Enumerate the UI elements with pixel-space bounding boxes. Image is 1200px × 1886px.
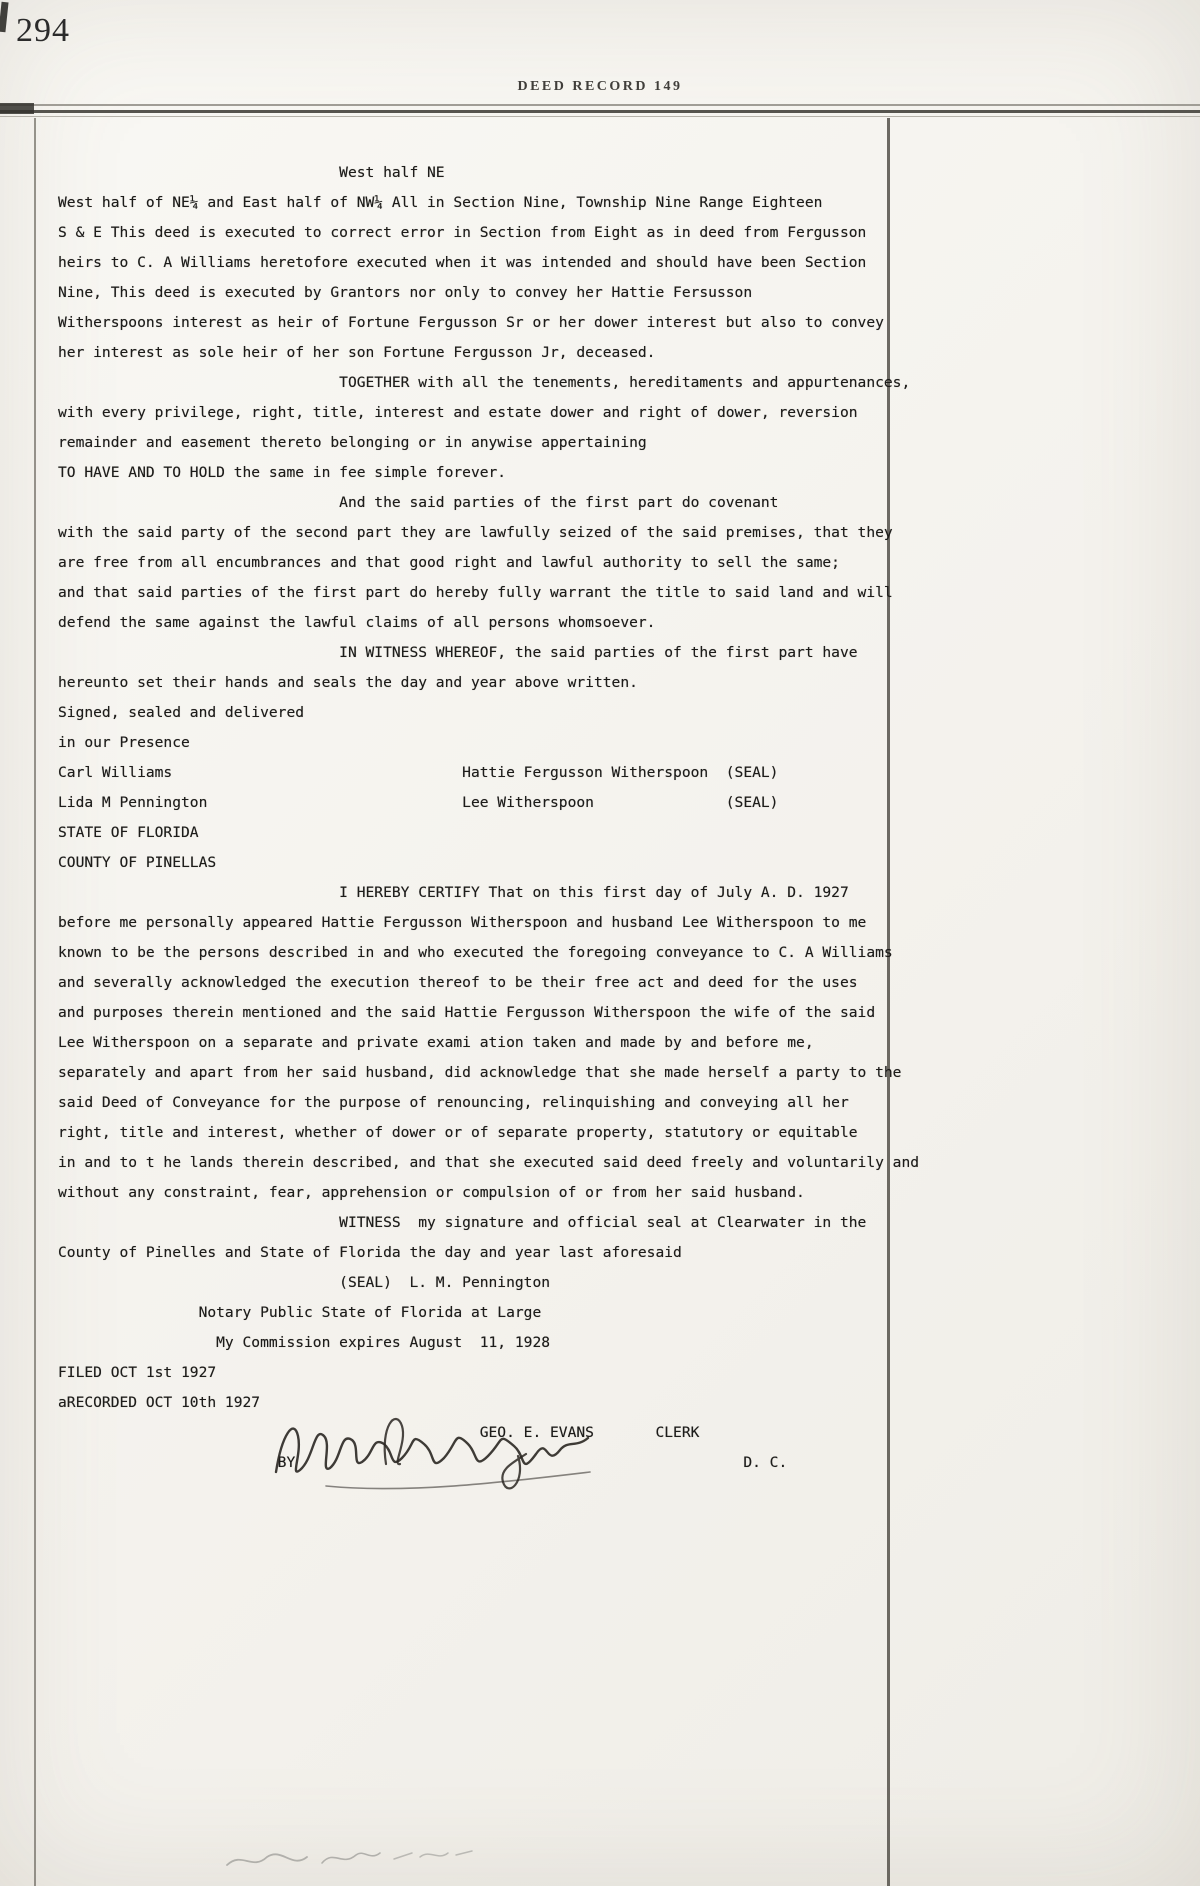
- header-rule-bottom: [0, 116, 1200, 117]
- header-rule-main: [0, 110, 1200, 113]
- document-line: I HEREBY CERTIFY That on this first day of July A. D. 1927: [58, 884, 849, 901]
- document-line: separately and apart from her said husband, did acknowledge that she made herself a party to the: [58, 1064, 902, 1081]
- document-line: Carl Williams Hattie Fergusson Witherspoon (SEAL): [58, 764, 779, 781]
- document-line: are free from all encumbrances and that good right and lawful authority to sell the same;: [58, 554, 840, 571]
- page-number: 294: [16, 12, 70, 49]
- margin-handwriting: [222, 1843, 482, 1879]
- document-line: Lida M Pennington Lee Witherspoon (SEAL): [58, 794, 779, 811]
- document-line: Lee Witherspoon on a separate and private exami ation taken and made by and before me,: [58, 1034, 814, 1051]
- document-line: with every privilege, right, title, interest and estate dower and right of dower, reversion: [58, 404, 858, 421]
- document-line: said Deed of Conveyance for the purpose of renouncing, relinquishing and conveying all her: [58, 1094, 849, 1111]
- document-line: County of Pinelles and State of Florida the day and year last aforesaid: [58, 1244, 682, 1261]
- document-line: COUNTY OF PINELLAS: [58, 854, 217, 871]
- header-rule-ink-blot: [0, 103, 34, 114]
- document-line: in and to t he lands therein described, and that she executed said deed freely and voluntarily and: [58, 1154, 920, 1171]
- document-line: GEO. E. EVANS CLERK: [58, 1424, 700, 1441]
- document-line: defend the same against the lawful claims of all persons whomsoever.: [58, 614, 656, 631]
- header-rule-top: [0, 104, 1200, 106]
- document-line: without any constraint, fear, apprehension or compulsion of or from her said husband.: [58, 1184, 805, 1201]
- document-line: and that said parties of the first part do hereby fully warrant the title to said land and will: [58, 584, 893, 601]
- document-line: Signed, sealed and delivered: [58, 704, 305, 721]
- document-line: Nine, This deed is executed by Grantors nor only to convey her Hattie Fersusson: [58, 284, 753, 301]
- document-line: WITNESS my signature and official seal at Clearwater in the: [58, 1214, 867, 1231]
- document-line: And the said parties of the first part do covenant: [58, 494, 779, 511]
- document-line: right, title and interest, whether of dower or of separate property, statutory or equitable: [58, 1124, 858, 1141]
- scan-corner-mark: [0, 2, 9, 33]
- document-line: known to be the persons described in and who executed the foregoing conveyance to C. A Williams: [58, 944, 893, 961]
- document-line: West half of NE¼ and East half of NW¼ All in Section Nine, Township Nine Range Eighteen: [58, 194, 823, 211]
- document-line: hereunto set their hands and seals the day and year above written.: [58, 674, 638, 691]
- document-line: IN WITNESS WHEREOF, the said parties of the first part have: [58, 644, 858, 661]
- page-border-left: [34, 118, 36, 1886]
- document-line: heirs to C. A Williams heretofore executed when it was intended and should have been Section: [58, 254, 867, 271]
- record-header: DEED RECORD 149: [517, 79, 683, 94]
- deed-body: [58, 158, 958, 1478]
- document-line: aRECORDED OCT 10th 1927: [58, 1394, 261, 1411]
- document-line: Notary Public State of Florida at Large: [58, 1304, 542, 1321]
- deputy-clerk-signature: [268, 1392, 598, 1502]
- document-line: TO HAVE AND TO HOLD the same in fee simple forever.: [58, 464, 507, 481]
- document-line: My Commission expires August 11, 1928: [58, 1334, 551, 1351]
- document-line: her interest as sole heir of her son Fortune Fergusson Jr, deceased.: [58, 344, 656, 361]
- document-line: FILED OCT 1st 1927: [58, 1364, 217, 1381]
- document-line: STATE OF FLORIDA: [58, 824, 199, 841]
- document-line: remainder and easement thereto belonging or in anywise appertaining: [58, 434, 647, 451]
- document-line: and purposes therein mentioned and the said Hattie Fergusson Witherspoon the wife of the said: [58, 1004, 876, 1021]
- document-line: TOGETHER with all the tenements, hereditaments and appurtenances,: [58, 374, 911, 391]
- document-line: BY D. C.: [58, 1454, 788, 1471]
- document-line: in our Presence: [58, 734, 190, 751]
- document-line: (SEAL) L. M. Pennington: [58, 1274, 551, 1291]
- document-line: with the said party of the second part they are lawfully seized of the said premises, that they: [58, 524, 893, 541]
- document-line: and severally acknowledged the execution thereof to be their free act and deed for the uses: [58, 974, 858, 991]
- document-line: West half NE: [58, 164, 445, 181]
- document-line: before me personally appeared Hattie Fergusson Witherspoon and husband Lee Witherspoon to me: [58, 914, 867, 931]
- document-line: Witherspoons interest as heir of Fortune Fergusson Sr or her dower interest but also to convey: [58, 314, 884, 331]
- document-line: S & E This deed is executed to correct error in Section from Eight as in deed from Fergusson: [58, 224, 867, 241]
